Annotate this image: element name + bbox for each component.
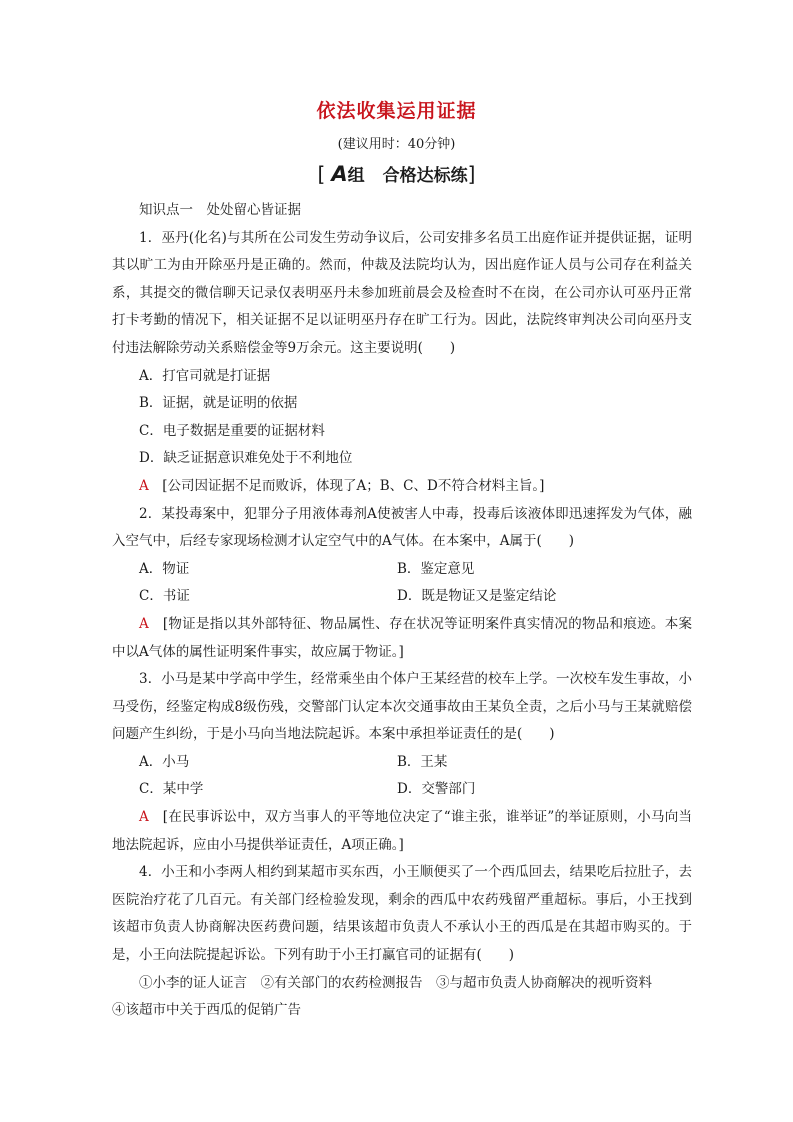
question-2-option-c: C．书证 [139, 588, 190, 605]
page-title: 依法收集运用证据 [316, 100, 477, 122]
section-heading [112, 197, 692, 225]
bracket-right: ] [467, 162, 476, 186]
suggested-time: (建议用时：40分钟) [337, 137, 456, 152]
question-3-option-c: C．某中学 [139, 781, 204, 798]
question-1-option-b: B．证据，就是证明的依据 [139, 395, 298, 412]
answer-letter: A [139, 809, 149, 826]
question-4-stem: 4．小王和小李两人相约到某超市买东西，小王顺便买了一个西瓜回去，结果吃后拉肚子，去医院治疗花了几百元。有关部门经检验发现，剩余的西瓜中农药残留严重超标。事后，小王找到该超市负责人协商解决医药费问题，结果该超市负责人不承认小王的西瓜是在其超市购买的。于是，小王向法院提起诉讼。下列有助于小王打赢官司的证据有( ) [112, 864, 692, 964]
question-3-option-d: D．交警部门 [397, 781, 476, 798]
answer-explanation: [公司因证据不足而败诉，体现了A；B、C、D不符合材料主旨。] [162, 477, 545, 494]
question-2-answer [112, 611, 692, 666]
answer-letter: A [139, 477, 149, 494]
answer-explanation: [在民事诉讼中，双方当事人的平等地位决定了“谁主张，谁举证”的举证原则，小马向当地法院起诉，应由小马提供举证责任，A项正确。] [112, 809, 692, 853]
group-name: 合格达标练 [382, 166, 468, 186]
question-2-options-row-2 [112, 583, 692, 611]
question-4-item-3: ③与超市负责人协商解决的视听资料 [436, 974, 652, 991]
question-2-options-row-1 [112, 556, 692, 584]
section-name: 处处留心皆证据 [206, 202, 301, 218]
question-3-answer [112, 804, 692, 859]
answer-letter: A [139, 615, 149, 632]
question-1-option-d: D．缺乏证据意识难免处于不利地位 [139, 450, 353, 467]
question-3-option-b: B．王某 [397, 753, 448, 770]
question-4-items-line-1 [112, 970, 692, 998]
group-zu: 组 [347, 166, 365, 186]
bracket-left: [ [317, 162, 326, 186]
question-2-option-a: A．物证 [139, 560, 190, 577]
question-1-stem: 1．巫丹(化名)与其所在公司发生劳动争议后，公司安排多名员工出庭作证并提供证据，证明其以旷工为由开除巫丹是正确的。然而，仲裁及法院均认为，因出庭作证人员与公司存在利益关系，其提交的微信聊天记录仅表明巫丹未参加班前晨会及检查时不在岗，在公司亦认可巫丹正常打卡考勤的情况下，相关证据不足以证明巫丹存在旷工行为。因此，法院终审判决公司向巫丹支付违法解除劳动关系赔偿金等9万余元。这主要说明( ) [112, 229, 692, 356]
question-3-option-a: A．小马 [139, 753, 190, 770]
answer-explanation: [物证是指以其外部特征、物品属性、存在状况等证明案件真实情况的物品和痕迹。本案中以A气体的属性证明案件事实，故应属于物证。] [112, 615, 692, 660]
question-2-option-d: D．既是物证又是鉴定结论 [397, 588, 557, 605]
question-2-option-b: B．鉴定意见 [397, 560, 475, 577]
question-3-options-row-2 [112, 776, 692, 804]
question-4-item-2: ②有关部门的农药检测报告 [260, 974, 423, 991]
question-1-answer [112, 473, 692, 501]
question-content [112, 197, 692, 1025]
question-2-stem: 2．某投毒案中，犯罪分子用液体毒剂A使被害人中毒，投毒后该液体即迅速挥发为气体，融入空气中，后经专家现场检测才认定空气中的A气体。在本案中，A属于( ) [112, 505, 692, 550]
question-1-option-c: C．电子数据是重要的证据材料 [139, 422, 325, 439]
question-3-options-row-1 [112, 749, 692, 777]
question-4-item-4: ④该超市中关于西瓜的促销广告 [112, 1002, 301, 1019]
question-3-stem: 3．小马是某中学高中学生，经常乘坐由个体户王某经营的校车上学。一次校车发生事故，小马受伤，经鉴定构成8级伤残，交警部门认定本次交通事故由王某负全责，之后小马与王某就赔偿问题产生纠纷，于是小马向当地法院起诉。本案中承担举证责任的是( ) [112, 671, 692, 743]
question-1-option-a: A．打官司就是打证据 [139, 367, 271, 384]
question-4-item-1: ①小李的证人证言 [139, 974, 247, 991]
group-letter: A [331, 162, 348, 186]
section-label: 知识点一 [139, 202, 193, 218]
group-heading [0, 161, 793, 186]
